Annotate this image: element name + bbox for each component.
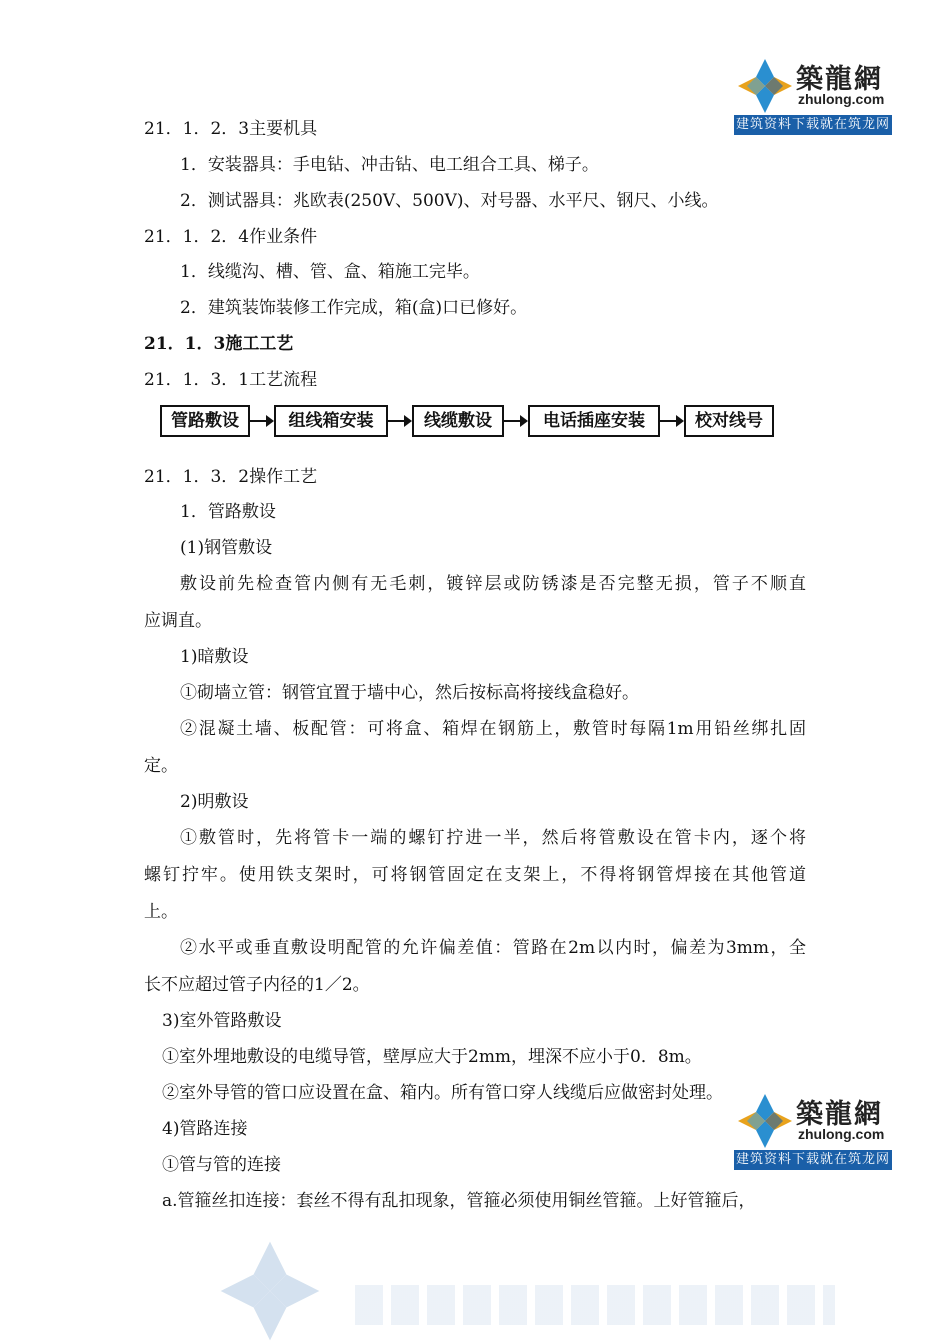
logo-tagline: 建筑资料下载就在筑龙网 (734, 1150, 892, 1170)
heading-main-tools: 21．1．2．3主要机具 (144, 119, 318, 139)
condition-item-1: 1．线缆沟、槽、管、盒、箱施工完毕。 (180, 262, 480, 282)
watermark-text-band (355, 1285, 835, 1325)
condition-item-2: 2．建筑装饰装修工作完成，箱(盒)口已修好。 (180, 298, 528, 318)
zhulong-logo-top (734, 57, 892, 135)
tools-item-1: 1．安装器具：手电钻、冲击钻、电工组合工具、梯子。 (180, 155, 599, 175)
paragraph-line: 敷设前先检查管内侧有无毛刺，镀锌层或防锈漆是否完整无损，管子不顺直 (180, 574, 806, 594)
paragraph-line: ①管与管的连接 (162, 1155, 281, 1175)
flow-arrow-4 (660, 420, 682, 422)
zhulong-logo-icon (736, 1092, 794, 1150)
zhulong-logo-icon (736, 57, 794, 115)
tools-item-2: 2．测试器具：兆欧表(250V、500V)、对号器、水平尺、钢尺、小线。 (180, 191, 719, 211)
op-item-1-1: (1)钢管敷设 (180, 538, 273, 558)
paragraph-line: ①砌墙立管：钢管宜置于墙中心，然后按标高将接线盒稳好。 (180, 683, 639, 703)
flow-arrow-3 (504, 420, 526, 422)
heading-process-flow: 21．1．3．1工艺流程 (144, 370, 318, 390)
paragraph-line: 上。 (144, 902, 178, 922)
paragraph-line: a.管箍丝扣连接：套丝不得有乱扣现象，管箍必须使用铜丝管箍。上好管箍后， (162, 1191, 756, 1211)
paragraph-line: ②混凝土墙、板配管：可将盒、箱焊在钢筋上，敷管时每隔1m用铅丝绑扎固 (180, 719, 806, 739)
zhulong-logo-bottom (734, 1092, 892, 1170)
heading-work-conditions: 21．1．2．4作业条件 (144, 227, 318, 247)
subheading-pipe-connection: 4)管路连接 (162, 1119, 248, 1139)
paragraph-line: ②室外导管的管口应设置在盒、箱内。所有管口穿人线缆后应做密封处理。 (162, 1083, 723, 1103)
subheading-outdoor: 3)室外管路敷设 (162, 1011, 282, 1031)
heading-operation-process: 21．1．3．2操作工艺 (144, 467, 318, 487)
paragraph-line: 应调直。 (144, 611, 212, 631)
flow-step-1: 管路敷设 (160, 405, 250, 437)
paragraph-line: ①室外埋地敷设的电缆导管，壁厚应大于2mm，埋深不应小于0．8m。 (162, 1047, 702, 1067)
heading-construction-process: 21．1．3施工工艺 (144, 334, 294, 354)
op-item-1: 1．管路敷设 (180, 502, 276, 522)
flow-step-3: 线缆敷设 (412, 405, 504, 437)
subheading-exposed: 2)明敷设 (180, 792, 249, 812)
logo-en-text: zhulong.com (798, 1126, 885, 1142)
logo-cn-text: 築龍網 (796, 64, 883, 95)
paragraph-line: 螺钉拧牢。使用铁支架时，可将钢管固定在支架上，不得将钢管焊接在其他管道 (144, 865, 806, 885)
logo-cn-text: 築龍網 (796, 1099, 883, 1130)
flow-arrow-2 (388, 420, 410, 422)
flow-arrow-1 (250, 420, 272, 422)
subheading-concealed: 1)暗敷设 (180, 647, 249, 667)
logo-en-text: zhulong.com (798, 91, 885, 107)
flow-step-4: 电话插座安装 (528, 405, 660, 437)
watermark-icon (215, 1238, 325, 1344)
paragraph-line: 定。 (144, 756, 178, 776)
flow-step-5: 校对线号 (684, 405, 774, 437)
paragraph-line: ①敷管时，先将管卡一端的螺钉拧进一半，然后将管敷设在管卡内，逐个将 (180, 828, 806, 848)
flow-step-2: 组线箱安装 (274, 405, 388, 437)
logo-tagline: 建筑资料下载就在筑龙网 (734, 115, 892, 135)
paragraph-line: 长不应超过管子内径的1／2。 (144, 975, 370, 995)
paragraph-line: ②水平或垂直敷设明配管的允许偏差值：管路在2m以内时，偏差为3mm，全 (180, 938, 806, 958)
